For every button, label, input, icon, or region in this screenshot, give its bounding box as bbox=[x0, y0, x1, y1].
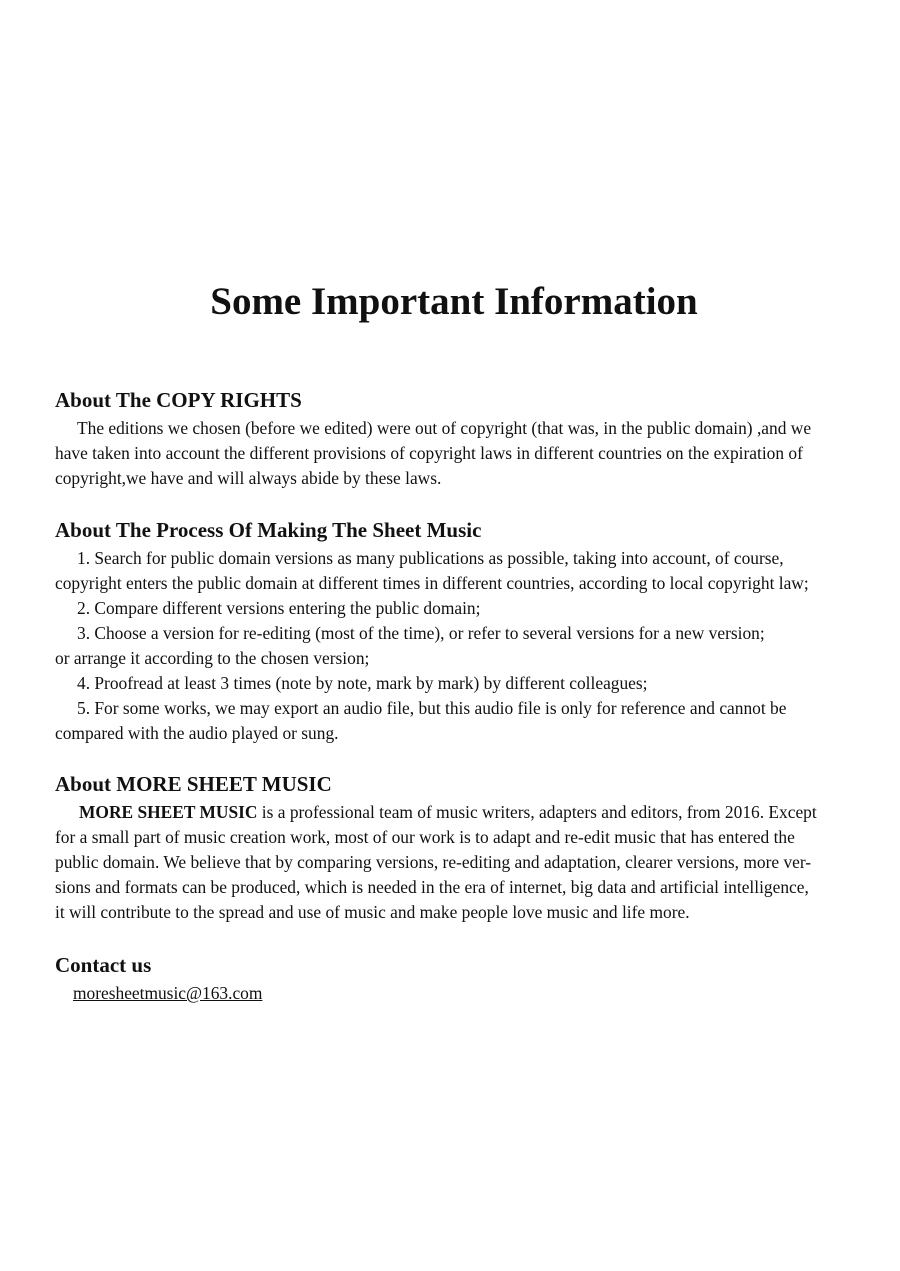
about-heading: About MORE SHEET MUSIC bbox=[55, 772, 332, 796]
process-step-1: 1. Search for public domain versions as many publications as possible, taking into account, of course, bbox=[77, 548, 784, 568]
about-line-1 bbox=[55, 800, 855, 825]
process-step-5-continued: compared with the audio played or sung. bbox=[55, 723, 339, 743]
about-line-4: sions and formats can be produced, which is needed in the era of internet, big data and artificial intelligence, bbox=[55, 877, 809, 897]
process-step-1-continued: copyright enters the public domain at different times in different countries, according to local copyright law; bbox=[55, 573, 809, 593]
contact-email-link[interactable]: moresheetmusic@163.com bbox=[73, 983, 263, 1003]
copyrights-heading: About The COPY RIGHTS bbox=[55, 388, 302, 412]
process-step-3: 3. Choose a version for re-editing (most of the time), or refer to several versions for a new version; bbox=[77, 623, 765, 643]
contact-section bbox=[55, 952, 855, 1006]
process-step-4: 4. Proofread at least 3 times (note by note, mark by mark) by different colleagues; bbox=[77, 673, 648, 693]
page-title: Some Important Information bbox=[210, 280, 698, 323]
copyrights-section bbox=[55, 387, 855, 491]
brand-name: MORE SHEET MUSIC bbox=[79, 802, 258, 822]
contact-heading: Contact us bbox=[55, 953, 152, 977]
process-step-2: 2. Compare different versions entering the public domain; bbox=[77, 598, 481, 618]
copyrights-paragraph bbox=[55, 416, 855, 491]
process-heading: About The Process Of Making The Sheet Music bbox=[55, 518, 482, 542]
about-section bbox=[55, 771, 855, 925]
process-section bbox=[55, 517, 855, 746]
copyrights-line-2: have taken into account the different provisions of copyright laws in different countries on the expiration of bbox=[55, 443, 803, 463]
about-line-3: public domain. We believe that by comparing versions, re-editing and adaptation, clearer versions, more ver- bbox=[55, 852, 812, 872]
about-paragraph bbox=[55, 800, 855, 925]
copyrights-line-1: The editions we chosen (before we edited) were out of copyright (that was, in the public domain) ,and we bbox=[77, 418, 812, 438]
copyrights-line-3: copyright,we have and will always abide by these laws. bbox=[55, 468, 442, 488]
about-line-1-text: is a professional team of music writers, adapters and editors, from 2016. Except bbox=[257, 802, 817, 822]
about-line-2: for a small part of music creation work, most of our work is to adapt and re-edit music that has entered the bbox=[55, 827, 795, 847]
process-step-3-continued: or arrange it according to the chosen version; bbox=[55, 648, 370, 668]
about-line-5: it will contribute to the spread and use of music and make people love music and life more. bbox=[55, 902, 690, 922]
process-list bbox=[55, 546, 855, 746]
process-step-5: 5. For some works, we may export an audio file, but this audio file is only for reference and cannot be bbox=[77, 698, 787, 718]
